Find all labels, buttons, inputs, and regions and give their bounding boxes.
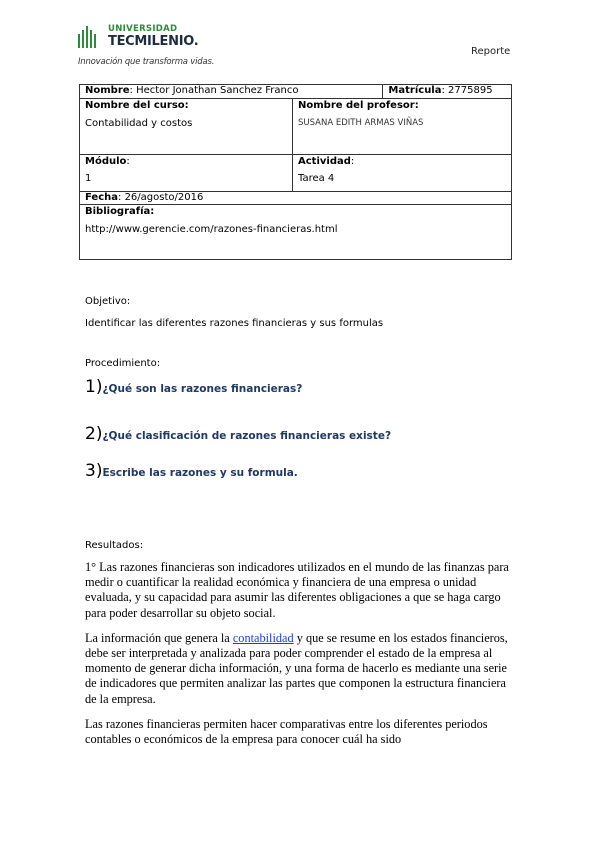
bibliografia-label: Bibliografía:: [85, 206, 155, 217]
modulo-label: Módulo: [85, 156, 127, 167]
profesor-label: Nombre del profesor:: [298, 100, 419, 111]
actividad-label: Actividad: [298, 156, 351, 167]
logo-university: UNIVERSIDAD: [108, 24, 178, 34]
logo-name: TECMILENIO.: [108, 34, 199, 49]
result-paragraph-3: Las razones financieras permiten hacer comparativas entre los diferentes periodos contables o económicos de la empresa para conocer cuál ha sido: [85, 716, 488, 747]
objetivo-label: Objetivo:: [85, 296, 131, 307]
nombre-cell: [80, 85, 383, 99]
matricula-value: : 2775895: [441, 85, 493, 96]
bibliografia-link[interactable]: http://www.gerencie.com/razones-financieras.html: [85, 224, 338, 235]
matricula-label: Matrícula: [388, 85, 442, 96]
bibliografia-cell: [80, 205, 512, 260]
result-p2-rest: y que se resume en los estados financieros, debe ser interpretada y analizada para poder comprender el estado de la empresa al momento de generar dicha información, y una forma de hacerlo es mediante una serie de indicadores que permiten analizar las partes que componen la estructura financiera de la empresa.: [85, 630, 508, 706]
question-2-text: ¿Qué clasificación de razones financieras existe?: [102, 430, 392, 442]
result-p2-intro: La información que genera la: [85, 630, 233, 645]
logo-mark-icon: [78, 26, 100, 48]
actividad-value: Tarea 4: [298, 173, 335, 184]
question-2: [85, 424, 391, 444]
question-3: [85, 461, 298, 481]
curso-cell: [80, 99, 293, 155]
question-1-text: ¿Qué son las razones financieras?: [102, 383, 303, 395]
resultados-label: Resultados:: [85, 540, 144, 551]
result-paragraph-2: [85, 631, 510, 707]
result-paragraph-1: 1° Las razones financieras son indicadores utilizados en el mundo de las finanzas para medir o cuantificar la realidad económica y financiera de una empresa o unidad evaluada, y su capacidad para asumir las diferentes obligaciones a que se haga cargo para poder desarrollar su objeto social.: [85, 560, 509, 620]
question-1: [85, 377, 302, 397]
fecha-value: : 26/agosto/2016: [118, 192, 204, 203]
modulo-value: 1: [85, 173, 92, 184]
logo-tagline: Innovación que transforma vidas.: [78, 57, 215, 67]
profesor-cell: [293, 99, 512, 155]
curso-label: Nombre del curso:: [85, 100, 189, 111]
question-2-number: 2): [85, 424, 103, 444]
university-logo: [78, 24, 218, 70]
nombre-value: : Hector Jonathan Sanchez Franco: [129, 85, 299, 96]
contabilidad-link[interactable]: contabilidad: [232, 630, 294, 645]
question-1-number: 1): [85, 377, 103, 397]
info-table: [79, 84, 512, 260]
fecha-cell: [80, 192, 512, 205]
actividad-cell: Actividad: Tarea 4: [293, 155, 512, 192]
matricula-cell: [383, 85, 512, 99]
question-3-text: Escribe las razones y su formula.: [102, 467, 298, 479]
fecha-label: Fecha: [85, 192, 119, 203]
results-text: [85, 560, 510, 747]
report-label: Reporte: [471, 46, 511, 57]
nombre-label: Nombre: [85, 85, 130, 96]
profesor-value: SUSANA EDITH ARMAS VIÑAS: [298, 118, 424, 128]
question-3-number: 3): [85, 461, 103, 481]
curso-value: Contabilidad y costos: [85, 118, 193, 129]
procedimiento-label: Procedimiento:: [85, 358, 161, 369]
objetivo-text: Identificar las diferentes razones financieras y sus formulas: [85, 318, 384, 329]
modulo-cell: Módulo: 1: [80, 155, 293, 192]
